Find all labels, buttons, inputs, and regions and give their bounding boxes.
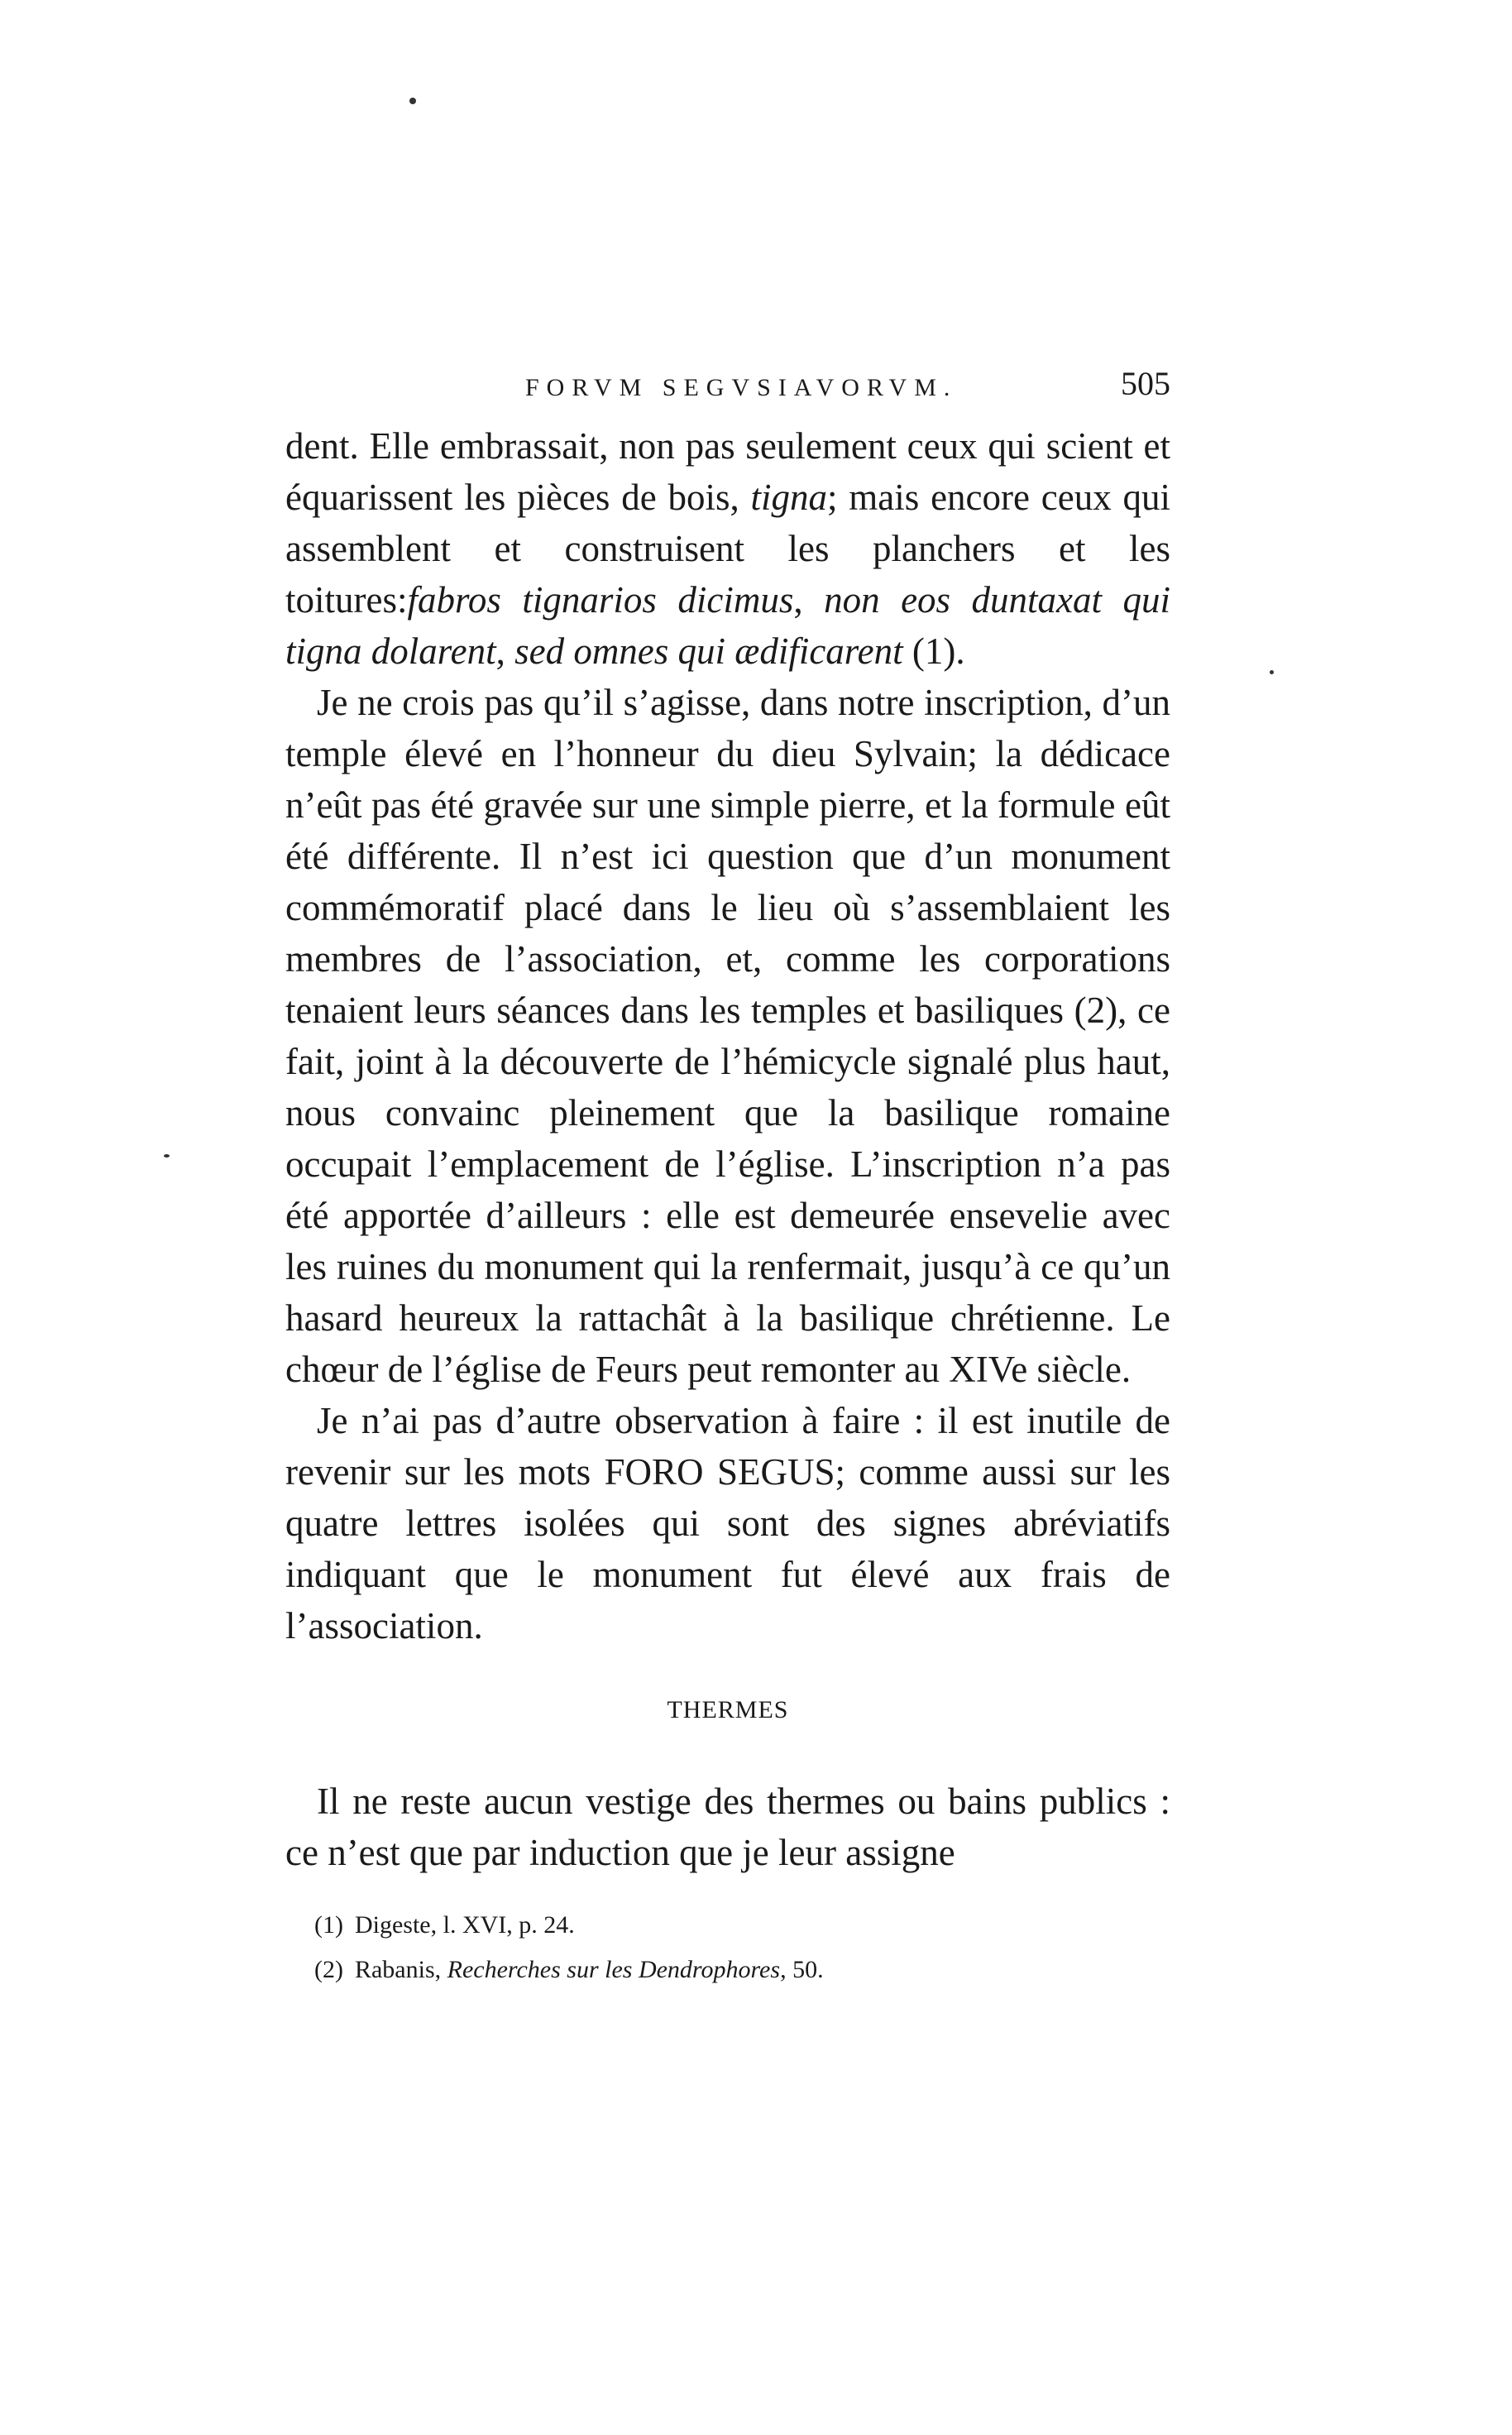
section-title: THERMES (667, 1696, 789, 1723)
paragraph: Je ne crois pas qu’il s’agisse, dans notre inscription, d’un temple élevé en l’honneur du dieu Sylvain; la dédicace n’eût pas été gravée sur une simple pierre, et la formule eût été différente. Il n’est ici question que d’un monument commémoratif placé dans le lieu où s’assemblaient les membres de l’association, et, comme les corporations tenaient leurs séances dans les temples et basiliques (2), ce fait, joint à la découverte de l’hémicycle signalé plus haut, nous convainc pleinement que la basilique romaine occupait l’emplacement de l’église. L’inscription n’a pas été apportée d’ailleurs : elle est demeurée ensevelie avec les ruines du monument qui la renfermait, jusqu’à ce qu’un hasard heureux la rattachât à la basilique chrétienne. Le chœur de l’église de Feurs peut remonter au XIVe siècle. (285, 682, 1170, 1390)
paragraph: Je n’ai pas d’autre observation à faire : il est inutile de revenir sur les mots FORO SEGUS; comme aussi sur les quatre lettres isolées qui sont des signes abréviatifs indiquant que le monument fut élevé aux frais de l’association. (285, 1400, 1170, 1647)
paragraph: Il ne reste aucun vestige des thermes ou bains publics : ce n’est que par induction que je leur assigne (285, 1781, 1170, 1873)
footnote (314, 1903, 1170, 1948)
footnote-text: Digeste, l. XVI, p. 24. (354, 1911, 575, 1939)
running-title: FORVM SEGVSIAVORVM. (525, 374, 958, 401)
latin-quote: fabros tignarios dicimus (407, 579, 794, 621)
text-run: (1). (902, 630, 965, 672)
page-header (285, 364, 1170, 414)
latin-quote: sed omnes qui ædificarent (514, 630, 903, 672)
text-run: ; mais encore ceux qui assemblent et construisent les planchers et les toitures: (285, 477, 1170, 621)
paragraph (285, 420, 1170, 677)
footnote-marker: (1) (314, 1911, 343, 1939)
text-run: , (495, 630, 515, 672)
ink-speck (164, 1154, 170, 1158)
latin-quote: non eos duntaxat qui tigna dolarent (285, 579, 1170, 672)
footnote-marker: (2) (314, 1956, 343, 1983)
footnotes (314, 1903, 1170, 1992)
text-run: , (793, 579, 825, 621)
main-text (285, 420, 1170, 1878)
footnote-text: , 50. (780, 1956, 824, 1983)
footnote (314, 1948, 1170, 1992)
ink-speck (409, 98, 416, 104)
page-number: 505 (1121, 365, 1170, 402)
ink-speck (1270, 670, 1274, 674)
footnote-title: Recherches sur les Dendrophores (447, 1956, 781, 1983)
latin-term: tigna (750, 477, 828, 518)
footnote-text: Rabanis, (354, 1956, 447, 1983)
text-run: dent. Elle embrassait, non pas seulement ceux qui scient et équarissent les pièces de bois, (285, 425, 1170, 518)
